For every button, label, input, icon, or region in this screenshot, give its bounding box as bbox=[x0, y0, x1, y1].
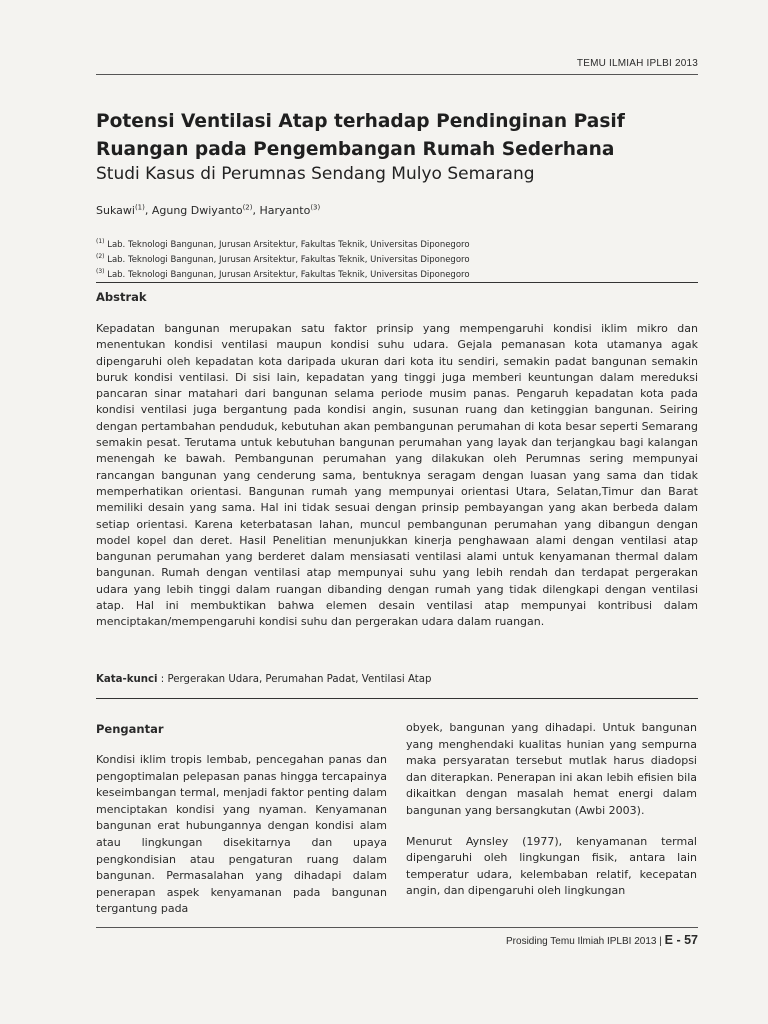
affiliation: $^{(1)}$ Lab. Teknologi Bangunan, Jurusan Arsitektur, Fakultas Teknik, Universitas Diponegoro bbox=[96, 238, 470, 250]
paper-title: Potensi Ventilasi Atap terhadap Pendinginan Pasif Ruangan pada Pengembangan Rumah Sederhana bbox=[96, 111, 625, 160]
body-paragraph: Menurut Aynsley (1977), kenyamanan termal dipengaruhi oleh lingkungan fisik, antara lain temperatur udara, kelembaban relatif, kecepatan angin, dan dipengaruhi oleh lingkungan bbox=[406, 834, 697, 898]
abstract-heading: Abstrak bbox=[96, 290, 147, 304]
body-paragraph: Kondisi iklim tropis lembab, pencegahan panas dan pengoptimalan pelepasan panas hingga tercapainya keseimbangan termal, menjadi faktor penting dalam menciptakan kondisi yang nyaman. Kenyamanan bangunan erat hubungannya dengan kondisi alam atau lingkungan disekitarnya dan upaya pengkondisian atau pengaturan ruang dalam bangunan. Permasalahan yang dihadapi dalam penerapan aspek kenyamanan pada bangunan tergantung pada bbox=[96, 753, 387, 916]
author: Sukawi$^{(1)}$, bbox=[96, 203, 152, 217]
affiliation: $^{(2)}$ Lab. Teknologi Bangunan, Jurusan Arsitektur, Fakultas Teknik, Universitas Diponegoro bbox=[96, 253, 470, 265]
keywords bbox=[96, 674, 431, 685]
proceedings-name: Prosiding Temu Ilmiah IPLBI 2013 bbox=[506, 936, 657, 947]
page-footer: Prosiding Temu Ilmiah IPLBI 2013 | E - 57 bbox=[506, 933, 698, 947]
running-header: TEMU ILMIAH IPLBI 2013 bbox=[576, 58, 698, 69]
affiliation-list bbox=[96, 236, 470, 281]
paper-subtitle: Studi Kasus di Perumnas Sendang Mulyo Semarang bbox=[96, 164, 535, 184]
section-heading: Pengantar bbox=[96, 722, 164, 736]
footer-rule bbox=[96, 927, 698, 928]
body-column-left bbox=[96, 720, 387, 932]
abstract-text: Kepadatan bangunan merupakan satu faktor prinsip yang mempengaruhi kondisi iklim mikro dan menentukan kondisi ventilasi maupun kondisi suhu udara. Gejala pemanasan kota utamanya agak dipengaruhi oleh kepadatan kota daripada ukuran dari kota itu sendiri, semakin padat bangunan semakin buruk kondisi ventilasi. Di sisi lain, kepadatan yang tinggi juga memberi keuntungan dalam mereduksi pancaran sinar matahari dari bangunan selama periode musim panas. Pengaruh kepadatan kota pada kondisi ventilasi juga bergantung pada kondisi angin, susunan ruang dan ketinggian bangunan. Seiring dengan pertambahan penduduk, kebutuhan akan pembangunan perumahan di kota besar seperti Semarang semakin pesat. Terutama untuk kebutuhan bangunan perumahan yang layak dan terjangkau bagi kalangan menengah ke bawah. Pembangunan perumahan yang dilakukan oleh Perumnas sering mempunyai rancangan bangunan yang cenderung sama, bentuknya seragam dengan luasan yang sama dan tidak memperhatikan orientasi. Bangunan rumah yang mempunyai orientasi Utara, Selatan,Timur dan Barat memiliki desain yang sama. Hal ini tidak sesuai dengan prinsip pembayangan yang akan berbeda dalam setiap orientasi. Karena keterbatasan lahan, muncul pembangunan perumahan yang dibangun dengan model kopel dan deret. Hasil Penelitian menunjukkan kinerja penghawaan alami dengan ventilasi atap bangunan perumahan yang berderet dalam mensiasati ventilasi alami untuk kenyamanan thermal dalam bangunan. Rumah dengan ventilasi atap mempunyai suhu yang lebih rendah dan terdapat pergerakan udara yang lebih tinggi dalam ruangan dibanding dengan rumah yang tidak dilengkapi dengan ventilasi atap. Hal ini membuktikan bahwa elemen desain ventilasi atap mempunyai kontribusi dalam menciptakan/mempengaruhi kondisi suhu dan pergerakan udara dalam ruangan. bbox=[96, 322, 698, 629]
author-list bbox=[96, 203, 320, 217]
abstract-top-rule bbox=[96, 282, 698, 283]
keywords-text: : Pergerakan Udara, Perumahan Padat, Ventilasi Atap bbox=[157, 674, 432, 685]
keywords-label: Kata-kunci bbox=[96, 674, 158, 685]
body-column-right bbox=[406, 720, 697, 914]
author: Haryanto$^{(3)}$ bbox=[259, 203, 321, 217]
header-rule bbox=[96, 74, 698, 75]
affiliation: $^{(3)}$ Lab. Teknologi Bangunan, Jurusan Arsitektur, Fakultas Teknik, Universitas Diponegoro bbox=[96, 268, 470, 281]
body-paragraph: obyek, bangunan yang dihadapi. Untuk bangunan yang menghendaki kualitas hunian yang sempurna maka persyaratan tersebut mutlak harus diadopsi dan diterapkan. Penerapan ini akan lebih efisien bila dikaitkan dengan masalah hemat energi dalam bangunan yang bersangkutan (Awbi 2003). bbox=[406, 721, 697, 817]
author: Agung Dwiyanto$^{(2)}$, bbox=[151, 203, 260, 217]
abstract-bottom-rule bbox=[96, 698, 698, 699]
page-number: E - 57 bbox=[664, 933, 698, 947]
